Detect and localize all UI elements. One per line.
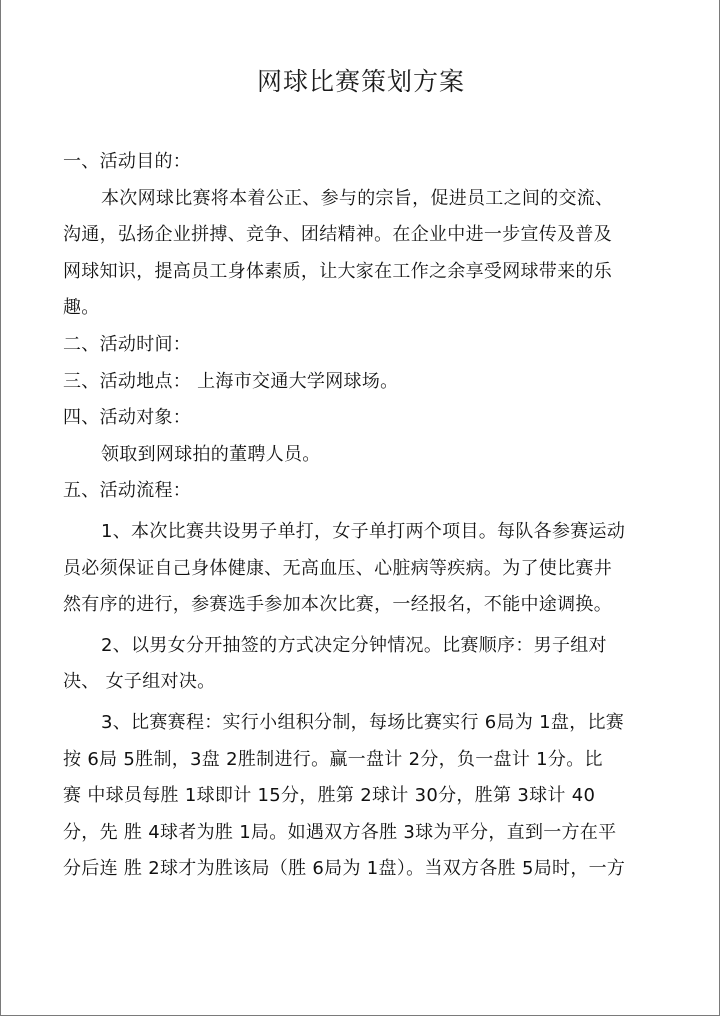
section-heading-location: 三、活动地点： 上海市交通大学网球场。 (63, 370, 399, 392)
paragraph-line: 按 6局 5胜制，3盘 2胜制进行。赢一盘计 2分，负一盘计 1分。比 (63, 748, 603, 770)
paragraph-line: 沟通，弘扬企业拼搏、竞争、团结精神。在企业中进一步宣传及普及 (63, 224, 612, 246)
paragraph-line: 分，先 胜 4球者为胜 1局。如遇双方各胜 3球为平分，直到一方在平 (63, 821, 617, 843)
paragraph-line: 本次网球比赛将本着公正、参与的宗旨，促进员工之间的交流、 (101, 187, 614, 209)
section-heading-process: 五、活动流程： (63, 480, 192, 502)
section-heading-time: 二、活动时间： (63, 333, 192, 355)
paragraph-line: 赛 中球员每胜 1球即计 15分，胜第 2球计 30分，胜第 3球计 40 (63, 785, 596, 807)
section-heading-target: 四、活动对象： (63, 407, 192, 429)
document-body (63, 144, 663, 888)
paragraph-line: 然有序的进行，参赛选手参加本次比赛，一经报名，不能中途调换。 (63, 594, 612, 616)
paragraph-line: 员必须保证自己身体健康、无高血压、心脏病等疾病。为了使比赛井 (63, 557, 612, 579)
paragraph-line: 趣。 (63, 297, 100, 319)
paragraph-line: 决、 女子组对决。 (63, 671, 216, 693)
paragraph-line: 网球知识，提高员工身体素质，让大家在工作之余享受网球带来的乐 (63, 260, 612, 282)
paragraph-line: 1、本次比赛共设男子单打，女子单打两个项目。每队各参赛运动 (101, 520, 626, 542)
document-title: 网球比赛策划方案 (256, 67, 465, 96)
paragraph-line: 领取到网球拍的董聘人员。 (101, 443, 321, 465)
section-heading-purpose: 一、活动目的： (63, 151, 192, 172)
paragraph-line: 3、比赛赛程：实行小组积分制，每场比赛实行 6局为 1盘，比赛 (101, 711, 625, 733)
paragraph-line: 分后连 胜 2球才为胜该局（胜 6局为 1盘）。当双方各胜 5局时，一方 (63, 858, 626, 880)
paragraph-line: 2、以男女分开抽签的方式决定分钟情况。比赛顺序：男子组对 (101, 634, 607, 656)
